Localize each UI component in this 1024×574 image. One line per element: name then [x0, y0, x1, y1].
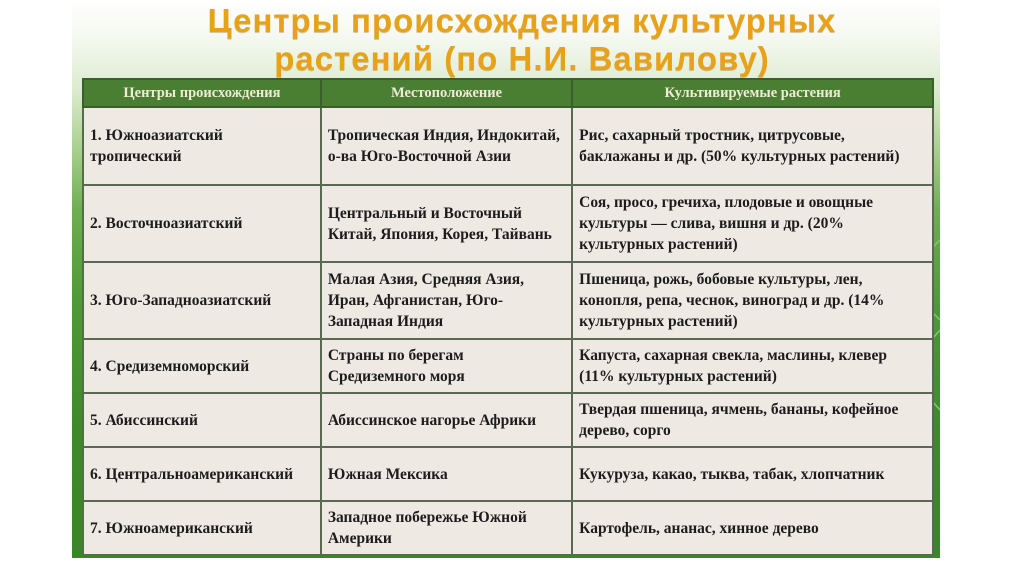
center-name: 6. Центральноамериканский [83, 447, 321, 501]
center-location: Центральный и Восточный Китай, Япония, Корея, Тайвань [321, 185, 572, 262]
center-plants: Кукуруза, какао, тыква, табак, хлопчатник [572, 447, 933, 501]
table-row [83, 262, 933, 339]
center-name: 5. Абиссинский [83, 393, 321, 447]
table-row [83, 447, 933, 501]
center-plants: Рис, сахарный тростник, цитрусовые, баклажаны и др. (50% культурных растений) [572, 107, 933, 185]
slide [72, 0, 940, 558]
header-plants: Культивируемые растения [572, 79, 933, 107]
center-location: Южная Мексика [321, 447, 572, 501]
page-title: Центры происхождения культурных растений (по Н.И. Вавилову) [207, 2, 837, 77]
header-location: Местоположение [321, 79, 572, 107]
center-location: Западное побережье Южной Америки [321, 501, 572, 555]
center-name: 2. Восточноазиатский [83, 185, 321, 262]
table-row [83, 393, 933, 447]
center-plants: Твердая пшеница, ячмень, бананы, кофейное дерево, сорго [572, 393, 933, 447]
center-plants: Соя, просо, гречиха, плодовые и овощные культуры — слива, вишня и др. (20% культурных растений) [572, 185, 933, 262]
center-location: Страны по берегам Средиземного моря [321, 339, 572, 393]
table-header-row [83, 79, 933, 107]
center-plants: Пшеница, рожь, бобовые культуры, лен, конопля, репа, чеснок, виноград и др. (14% культурных растений) [572, 262, 933, 339]
center-location: Малая Азия, Средняя Азия, Иран, Афганистан, Юго-Западная Индия [321, 262, 572, 339]
center-location: Абиссинское нагорье Африки [321, 393, 572, 447]
center-name: 1. Южноазиатский тропический [83, 107, 321, 185]
header-centers: Центры происхождения [83, 79, 321, 107]
center-plants: Капуста, сахарная свекла, маслины, клевер (11% культурных растений) [572, 339, 933, 393]
center-location: Тропическая Индия, Индокитай, о-ва Юго-Восточной Азии [321, 107, 572, 185]
centers-table [82, 78, 934, 556]
table-row [83, 501, 933, 555]
table-row [83, 107, 933, 185]
table-row [83, 339, 933, 393]
center-plants: Картофель, ананас, хинное дерево [572, 501, 933, 555]
center-name: 7. Южноамериканский [83, 501, 321, 555]
center-name: 3. Юго-Западноазиатский [83, 262, 321, 339]
table-row [83, 185, 933, 262]
center-name: 4. Средиземноморский [83, 339, 321, 393]
